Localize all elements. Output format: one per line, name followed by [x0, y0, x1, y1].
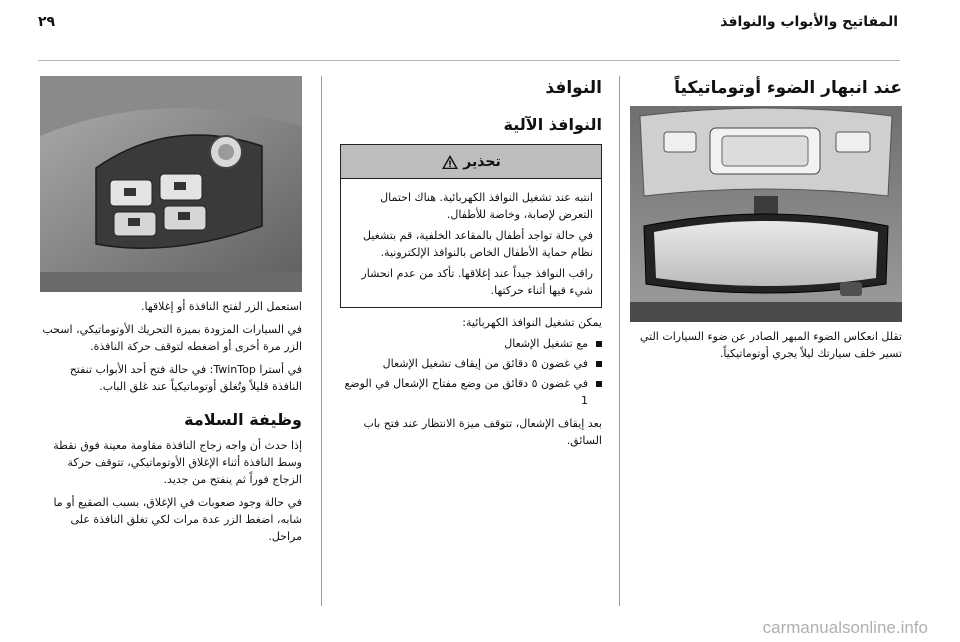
- right-column: [630, 76, 902, 362]
- bullet-square-icon: [596, 361, 602, 367]
- closing-text: بعد إيقاف الإشعال، تتوقف ميزة الانتظار عند فتح باب السائق.: [363, 417, 602, 447]
- list-item-text: في غضون ٥ دقائق من إيقاف تشغيل الإشعال: [382, 357, 588, 370]
- page-number: ٢٩: [38, 14, 56, 30]
- subheading-safety-function: وظيفة السلامة: [184, 410, 302, 429]
- section-heading-auto-dimming: عند انبهار الضوء أوتوماتيكياً: [674, 78, 902, 98]
- rearview-mirror-illustration: [630, 106, 902, 322]
- warning-paragraph: انتبه عند تشغيل النوافذ الكهربائية. هناك احتمال التعرض لإصابة، وخاصة للأطفال.: [380, 191, 593, 221]
- safety-text: إذا حدث أن واجه زجاج النافذة مقاومة معينة فوق نقطة وسط النافذة أثناء الإغلاق الأوتوماتيكي، تتوقف حركة الزجاج فوراً ثم ينفتح من جديد.: [53, 439, 302, 486]
- operation-conditions-list: [340, 335, 602, 409]
- switch-usage-text: استعمل الزر لفتح النافذة أو إغلاقها.: [141, 300, 302, 313]
- column-divider-right: [619, 76, 620, 606]
- operation-intro: يمكن تشغيل النوافذ الكهربائية:: [462, 316, 602, 329]
- warning-header: [341, 145, 601, 179]
- list-item: [340, 375, 602, 409]
- warning-body: [341, 179, 601, 307]
- warning-paragraph: راقب النوافذ جيداً عند إغلاقها. تأكد من عدم انحشار شيء فيها أثناء حركتها.: [361, 267, 593, 297]
- safety-text: في حالة وجود صعوبات في الإغلاق، بسبب الصقيع أو ما شابه، اضغط الزر عدة مرات لكي تغلق النافذة على مراحل.: [53, 496, 302, 543]
- bullet-square-icon: [596, 381, 602, 387]
- list-item: [340, 335, 602, 352]
- window-switch-panel-illustration: [40, 76, 302, 292]
- section-heading-windows: النوافذ: [545, 78, 602, 98]
- list-item-text: مع تشغيل الإشعال: [504, 337, 588, 350]
- auto-dimming-text: تقلل انعكاس الضوء المبهر الصادر عن ضوء السيارات التي تسير خلف سيارتك ليلاً يجري أوتوماتيكياً.: [639, 330, 902, 360]
- watermark: carmanualsonline.info: [762, 618, 928, 637]
- column-divider-left: [321, 76, 322, 606]
- warning-title: تحذير: [463, 153, 501, 170]
- twintop-text: في أسترا TwinTop: في حالة فتح أحد الأبواب تنفتح النافذة قليلاً وتُغلق أوتوماتيكياً عند غلق الباب.: [69, 363, 302, 393]
- list-item: [340, 355, 602, 372]
- subheading-power-windows: النوافذ الآلية: [503, 115, 602, 134]
- warning-paragraph: في حالة تواجد أطفال بالمقاعد الخلفية، قم بتشغيل نظام حماية الأطفال الخاص بالنوافذ الإلكترونية.: [363, 229, 593, 259]
- warning-box: [340, 144, 602, 308]
- auto-movement-text: في السيارات المزودة بميزة التحريك الأوتوماتيكي، اسحب الزر مرة أخرى أو اضغطه لتوقف حركة النافذة.: [42, 323, 302, 353]
- list-item-text: في غضون ٥ دقائق من وضع مفتاح الإشعال في الوضع 1: [344, 377, 588, 407]
- bullet-square-icon: [596, 341, 602, 347]
- warning-triangle-icon: [441, 154, 459, 170]
- page-header: [38, 14, 898, 34]
- left-column: [40, 76, 302, 545]
- middle-column: [340, 76, 602, 449]
- header-divider: [38, 60, 900, 61]
- page-title: المفاتيح والأبواب والنوافذ: [720, 14, 898, 30]
